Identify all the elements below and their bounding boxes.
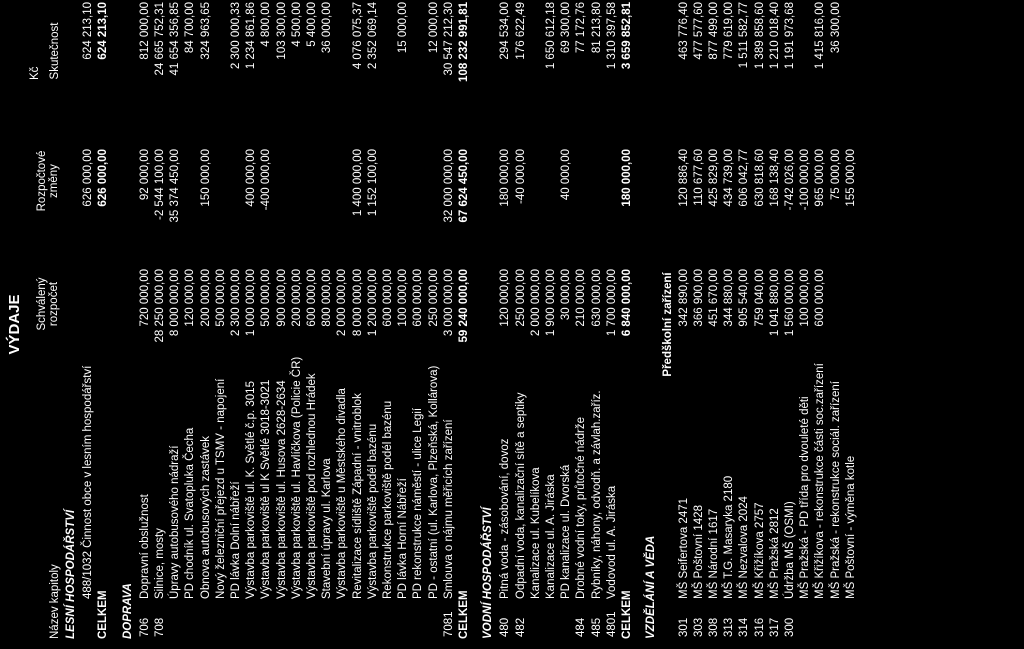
row-name: Nový železniční přejezd u TSMV - napojení (214, 378, 227, 599)
row-name: Výstavba parkoviště ul. Husova 2628-2634 (275, 380, 288, 599)
actual-value: 3 659 852,81 (621, 2, 633, 70)
actual-value: 15 000,00 (397, 2, 410, 54)
section-heading: DOPRAVA (121, 583, 134, 639)
row-name: PD kanalizace ul. Dvorská (560, 464, 573, 599)
actual-value: 1 191 973,68 (784, 2, 796, 70)
approved-value: 342 890,00 (677, 269, 690, 327)
total-label: CELKEM (621, 590, 633, 639)
row-name: MŠ Křižíkova - rekonstrukce části soc.zařízení (814, 363, 827, 599)
actual-value: 1 415 816,00 (814, 2, 827, 70)
row-name: Dopravní obslužnost (138, 494, 151, 599)
approved-value: 6 840 000,00 (621, 269, 633, 337)
row-name: MŠ Pražská - PD třída pro dvouleté děti (799, 396, 812, 599)
actual-value: 1 650 612,18 (545, 2, 557, 70)
actual-value: 2 300 000,33 (230, 2, 242, 70)
approved-value: 630 000,00 (590, 269, 603, 327)
row-name: Výstavba parkoviště ul. Havlíčkova (Policie ČR) (290, 356, 303, 599)
row-name: Rekonstrukce parkoviště podél bazénu (382, 400, 394, 599)
total-label: CELKEM (97, 590, 110, 639)
changes-value: -40 000,00 (514, 149, 527, 204)
actual-value: 294 534,00 (499, 2, 512, 60)
row-name: Drobné vodní toky, průtočné nádrže (575, 417, 588, 599)
changes-value: 400 000,00 (245, 149, 258, 207)
row-name: Pitná voda - zásobování, dovoz (499, 438, 512, 599)
changes-value: 434 739,00 (723, 149, 736, 207)
row-code: 313 (723, 617, 736, 637)
approved-value: 210 000,00 (575, 269, 588, 327)
row-name: Silnice, mosty (154, 528, 166, 599)
actual-value: 1 511 582,77 (738, 2, 751, 69)
row-name: MŠ Poštovní 1428 (692, 505, 705, 599)
actual-value: 812 000,00 (138, 2, 151, 60)
actual-value: 779 619,00 (723, 2, 736, 60)
row-code: 4801 (605, 611, 618, 637)
approved-value: 451 670,00 (708, 269, 720, 327)
row-name: MŠ Seifertova 2471 (677, 497, 690, 599)
actual-value: 176 622,49 (514, 2, 527, 60)
changes-value: 606 042,77 (738, 149, 751, 207)
row-name: Výstavba parkoviště pod rozhlednou Hrádek (306, 373, 318, 599)
changes-value: 150 000,00 (199, 149, 212, 207)
section-heading: LESNÍ HOSPODÁŘSTVÍ (65, 509, 77, 639)
row-name: Odpadní voda, kanalizační sítě a septiky (514, 392, 527, 599)
actual-value: 81 213,80 (590, 2, 603, 54)
actual-value: 5 400,00 (306, 2, 318, 47)
row-name: MŠ Nezvalova 2024 (738, 496, 751, 599)
row-code: 316 (753, 617, 766, 637)
changes-value: 1 152 100,00 (366, 149, 379, 217)
approved-value: 2 300 000,00 (230, 269, 242, 337)
approved-value: 366 900,00 (692, 269, 705, 327)
row-name: PD lávka Dolní nábřeží (230, 481, 242, 599)
actual-value: 477 577,60 (692, 2, 705, 60)
page-title: VÝDAJE (6, 294, 23, 355)
changes-value: -742 026,00 (784, 149, 796, 211)
actual-value: 108 232 991,81 (458, 2, 470, 82)
row-name: Výstavba parkoviště ul. K. Světlé č.p. 3015 (245, 381, 258, 599)
changes-value: 965 000,00 (814, 149, 827, 207)
row-name: Údržba MŠ (OSMI) (784, 501, 796, 599)
approved-value: 200 000,00 (290, 269, 303, 327)
approved-value: 800 000,00 (321, 269, 334, 327)
approved-value: 8 000 000,00 (351, 269, 364, 337)
row-code: 484 (575, 617, 588, 637)
row-name: 488/1032 Činnost obce v lesním hospodářství (82, 365, 95, 599)
subsection-heading: Předškolní zařízení (662, 272, 675, 377)
row-name: Stavební úpravy ul. Karlova (321, 458, 334, 599)
row-name: MŠ Pražská 2812 (768, 508, 781, 599)
row-name: Smlouva o nájmu měřicích zařízení (442, 419, 455, 599)
actual-value: 1 210 018,40 (768, 2, 781, 70)
changes-value: 92 000,00 (138, 149, 151, 201)
changes-value: 32 000 000,00 (442, 149, 455, 223)
row-name: Úpravy autobusového nádraží (169, 445, 182, 599)
row-name: Kanalizace ul. A. Jiráska (545, 474, 557, 599)
changes-value: 180 000,00 (499, 149, 512, 207)
actual-value: 463 776,40 (677, 2, 690, 60)
approved-value: 250 000,00 (427, 269, 440, 327)
changes-value: 120 886,40 (677, 149, 690, 207)
approved-value: 600 000,00 (814, 269, 827, 327)
changes-value: 67 624 450,00 (458, 149, 470, 223)
header-name: Název kapitoly (49, 564, 61, 639)
actual-value: 36 000,00 (321, 2, 334, 54)
section-heading: VZDĚLÁNÍ A VĚDA (645, 535, 658, 639)
row-name: MŠ Národní 1617 (708, 508, 720, 599)
changes-value: -2 544 100,00 (154, 149, 166, 220)
changes-value: 630 818,60 (753, 149, 766, 207)
header-changes: Rozpočtové změny (36, 150, 60, 212)
actual-value: 69 300,00 (560, 2, 573, 54)
approved-value: 600 000,00 (306, 269, 318, 327)
row-code: 480 (499, 617, 512, 637)
row-name: MŠ Pražská - rekonstrukce sociál. zařízení (829, 381, 842, 599)
approved-value: 100 000,00 (799, 269, 812, 327)
row-name: PD rekonstrukce náměstí - ulice Legií (412, 407, 425, 599)
actual-value: 624 213,10 (82, 2, 95, 60)
approved-value: 1 000 000,00 (245, 269, 258, 337)
row-name: Kanalizace ul. Kubelíkova (529, 467, 542, 599)
row-name: Výstavba parkoviště u Městského divadla (336, 388, 349, 599)
row-code: 314 (738, 617, 751, 637)
approved-value: 120 000,00 (184, 269, 197, 327)
row-name: Obnova autobusových zastávek (199, 435, 212, 599)
approved-value: 600 000,00 (412, 269, 425, 327)
approved-value: 759 040,00 (753, 269, 766, 327)
row-code: 485 (590, 617, 603, 637)
total-label: CELKEM (458, 590, 470, 639)
actual-value: 1 310 397,58 (605, 2, 618, 70)
actual-value: 12 000,00 (427, 2, 440, 54)
approved-value: 500 000,00 (260, 269, 273, 327)
row-code: 708 (154, 617, 166, 637)
actual-value: 2 352 069,14 (366, 2, 379, 70)
approved-value: 120 000,00 (499, 269, 512, 327)
section-heading: VODNÍ HOSPODÁŘSTVÍ (482, 507, 495, 639)
approved-value: 500 000,00 (214, 269, 227, 327)
row-code: 317 (768, 617, 781, 637)
row-code: 7081 (442, 611, 455, 637)
actual-value: 84 700,00 (184, 2, 197, 54)
approved-value: 1 900 000,00 (545, 269, 557, 337)
changes-value: 1 400 000,00 (351, 149, 364, 217)
row-name: Rybníky, náhony, odvodň. a závlah.zaříz. (590, 390, 603, 599)
actual-value: 30 547 212,30 (442, 2, 455, 76)
row-name: Výstavba parkoviště ul K Světlé 3018-3021 (260, 379, 273, 599)
approved-value: 720 000,00 (138, 269, 151, 327)
changes-value: -100 000,00 (799, 149, 812, 211)
actual-value: 103 300,00 (275, 2, 288, 60)
approved-value: 1 560 000,00 (784, 269, 796, 337)
approved-value: 600 000,00 (382, 269, 394, 327)
currency-label: Kč (29, 66, 41, 80)
approved-value: 28 250 000,00 (154, 269, 166, 343)
actual-value: 877 499,00 (708, 2, 720, 60)
actual-value: 24 665 752,31 (154, 2, 166, 76)
row-name: Vodovod ul. A. Jiráska (605, 485, 618, 599)
changes-value: 626 000,00 (82, 149, 95, 207)
row-code: 303 (692, 617, 705, 637)
approved-value: 2 000 000,00 (336, 269, 349, 337)
row-code: 301 (677, 617, 690, 637)
approved-value: 200 000,00 (199, 269, 212, 327)
header-approved: Schválený rozpočet (36, 277, 60, 331)
approved-value: 344 880,00 (723, 269, 736, 327)
row-code: 482 (514, 617, 527, 637)
approved-value: 59 240 000,00 (458, 269, 470, 343)
actual-value: 4 076 075,37 (351, 2, 364, 70)
row-name: MŠ Křižíkova 2757 (753, 502, 766, 599)
row-code: 308 (708, 617, 720, 637)
approved-value: 1 200 000,00 (366, 269, 379, 337)
changes-value: 155 000,00 (844, 149, 857, 207)
header-actual: Skutečnost (49, 22, 61, 80)
changes-value: 35 374 450,00 (169, 149, 182, 223)
approved-value: 30 000,00 (560, 269, 573, 321)
row-name: MŠ T.G. Masaryka 2180 (723, 475, 736, 599)
row-name: PD lávka Horní Nábřeží (397, 478, 410, 599)
approved-value: 905 540,00 (738, 269, 751, 327)
row-name: PD chodník ul. Svatopluka Čecha (184, 427, 197, 599)
actual-value: 36 300,00 (829, 2, 842, 54)
actual-value: 624 213,10 (97, 2, 110, 60)
changes-value: 110 677,60 (692, 149, 705, 206)
changes-value: 168 138,40 (768, 149, 781, 207)
changes-value: 425 829,00 (708, 149, 720, 207)
approved-value: 2 000 000,00 (529, 269, 542, 337)
row-name: Revitalizace sídliště Západní - vnitroblok (351, 393, 364, 599)
approved-value: 100 000,00 (397, 269, 410, 327)
actual-value: 41 654 356,85 (169, 2, 182, 76)
row-name: PD - ostatní (ul. Karlova, Plzeňská, Kollárova) (427, 365, 440, 599)
approved-value: 3 000 000,00 (442, 269, 455, 337)
actual-value: 4 500,00 (290, 2, 303, 47)
actual-value: 1 389 858,60 (753, 2, 766, 70)
row-code: 706 (138, 617, 151, 637)
changes-value: 40 000,00 (560, 149, 573, 201)
actual-value: 77 172,76 (575, 2, 588, 54)
row-code: 300 (784, 617, 796, 637)
approved-value: 1 041 880,00 (768, 269, 781, 337)
approved-value: 250 000,00 (514, 269, 527, 327)
changes-value: -400 000,00 (260, 149, 273, 211)
approved-value: 900 000,00 (275, 269, 288, 327)
approved-value: 8 000 000,00 (169, 269, 182, 337)
actual-value: 324 963,65 (199, 2, 212, 60)
actual-value: 1 234 861,86 (245, 2, 258, 70)
changes-value: 180 000,00 (621, 149, 633, 207)
row-name: Výstavba parkoviště podél bazénu (366, 423, 379, 599)
actual-value: 4 800,00 (260, 2, 273, 47)
changes-value: 75 000,00 (829, 149, 842, 201)
row-name: MŠ Poštovní - výměna kotle (844, 455, 857, 599)
changes-value: 626 000,00 (97, 149, 110, 207)
approved-value: 1 700 000,00 (605, 269, 618, 337)
